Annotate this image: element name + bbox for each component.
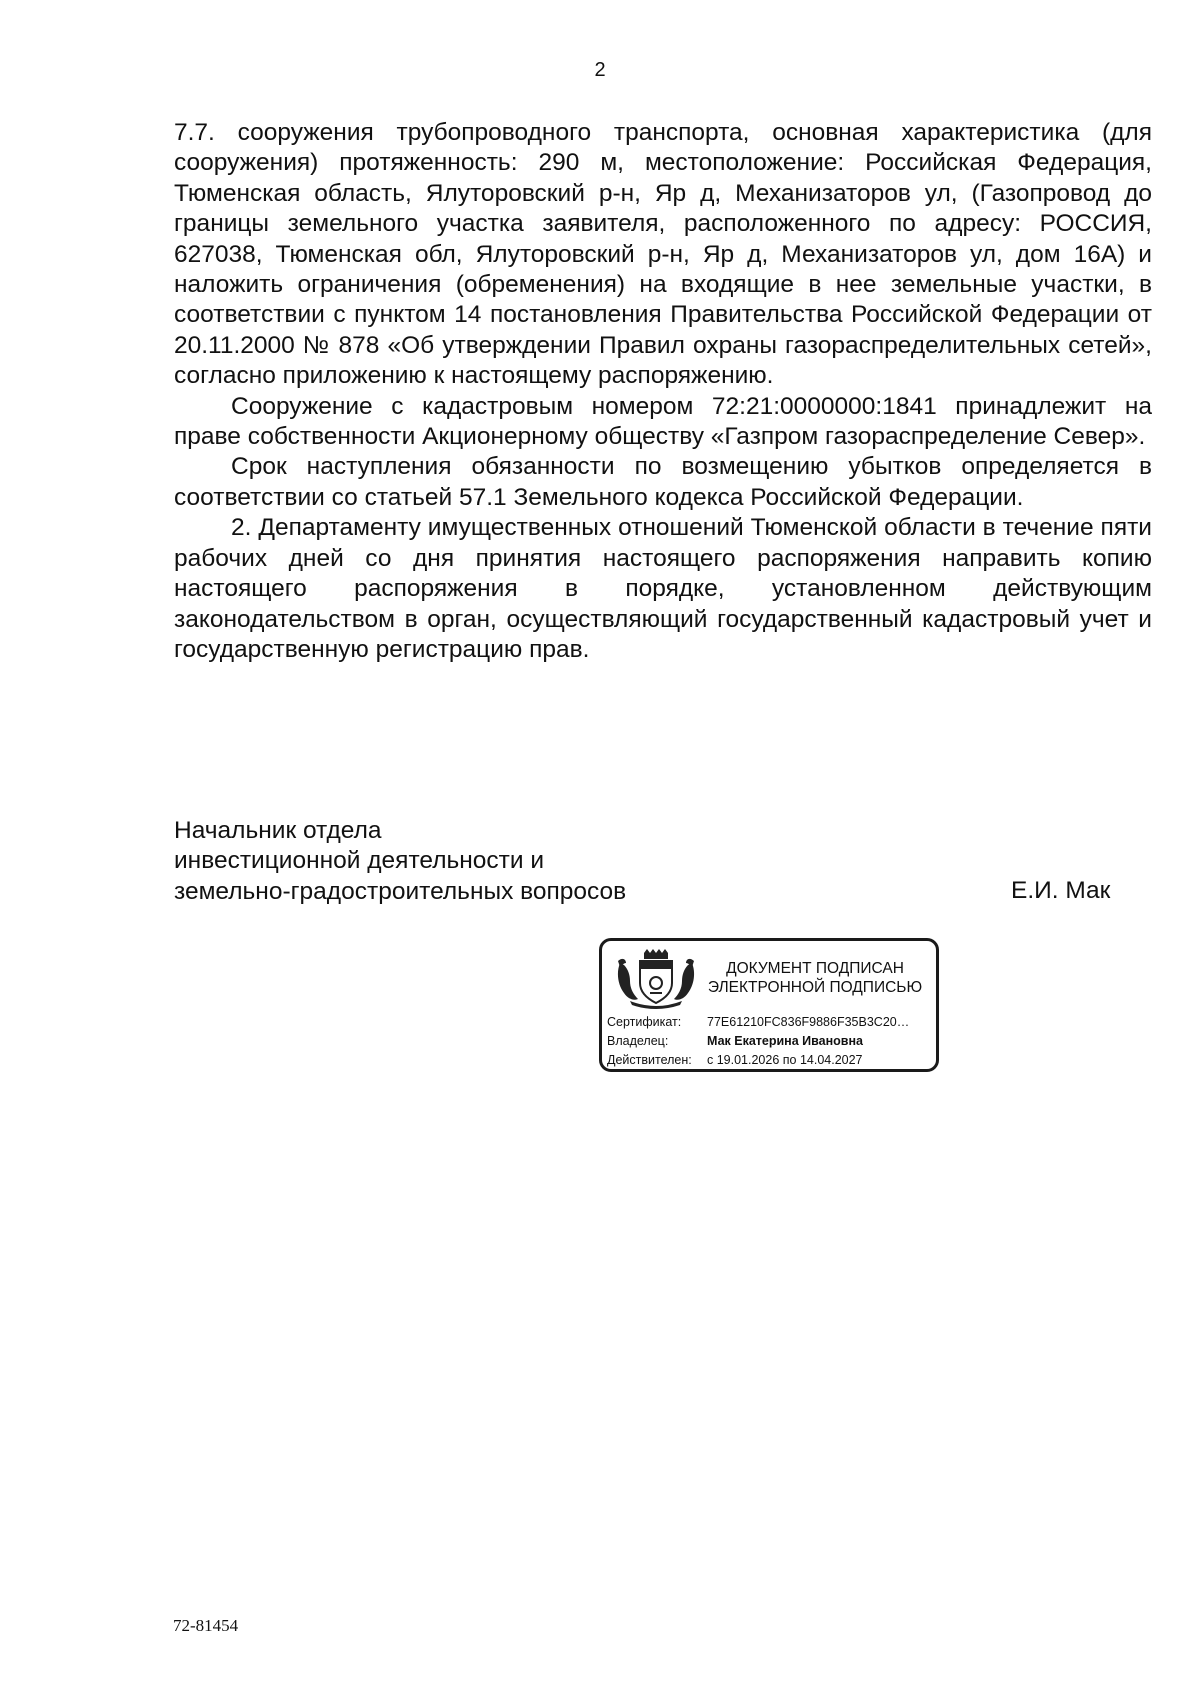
stamp-row-owner — [607, 1032, 935, 1051]
paragraph-ownership: Сооружение с кадастровым номером 72:21:0000000:1841 принадлежит на праве собственности Акционерному обществу «Газпром газораспределение Север». — [174, 392, 1152, 451]
signatory-title-line: Начальник отдела — [174, 817, 382, 844]
signatory-title-line: инвестиционной деятельности и — [174, 847, 545, 875]
electronic-signature-stamp — [599, 938, 939, 1072]
stamp-title-line: ДОКУМЕНТ ПОДПИСАН — [726, 960, 904, 977]
signatory-title — [174, 816, 626, 907]
paragraph-compensation: Срок наступления обязанности по возмещению убытков определяется в соответствии со статьей 57.1 Земельного кодекса Российской Федерации. — [174, 453, 1152, 511]
paragraph-7-7: 7.7. сооружения трубопроводного транспорта, основная характеристика (для сооружения) протяженность: 290 м, местоположение: Российская Федерация, Тюменская область, Ялуторовский р-н, Яр д, Механизаторов ул, (Газопровод до границы земельного участка заявителя, расположенного по адресу: РОССИЯ, 627038, Тюменская обл, Ялуторовский р-н, Яр д, Механизаторов ул, дом 16А) и наложить ограничения (обременения) на входящие в нее земельные участки, в соответствии с пунктом 14 постановления Правительства Российской Федерации от 20.11.2000 № 878 «Об утверждении Правил охраны газораспределительных сетей», согласно приложению к настоящему распоряжению. — [174, 119, 1152, 390]
paragraph-2: 2. Департаменту имущественных отношений Тюменской области в течение пяти рабочих дней со дня принятия настоящего распоряжения направить копию настоящего распоряжения в порядке, установленном действующим законодательством в орган, осуществляющий государственный кадастровый учет и государственную регистрацию прав. — [174, 514, 1152, 663]
stamp-row-validity — [607, 1051, 935, 1070]
owner-label: Владелец: — [607, 1034, 669, 1048]
page-number: 2 — [594, 59, 606, 81]
document-code: 72-81454 — [173, 1616, 239, 1635]
coat-of-arms-icon — [614, 949, 698, 1011]
signer-name: Е.И. Мак — [1011, 877, 1111, 904]
owner-value: Мак Екатерина Ивановна — [707, 1034, 863, 1048]
validity-label: Действителен: — [607, 1053, 692, 1067]
stamp-row-certificate — [607, 1013, 935, 1032]
stamp-title — [700, 959, 930, 997]
signatory-title-line: земельно-градостроительных вопросов — [174, 877, 627, 905]
certificate-value: 77E61210FC836F9886F35B3C20… — [707, 1015, 910, 1029]
stamp-title-line: ЭЛЕКТРОННОЙ ПОДПИСЬЮ — [707, 979, 923, 996]
document-body — [174, 118, 1152, 665]
certificate-label: Сертификат: — [607, 1015, 682, 1029]
validity-value: с 19.01.2026 по 14.04.2027 — [707, 1053, 863, 1067]
stamp-details — [607, 1013, 935, 1070]
